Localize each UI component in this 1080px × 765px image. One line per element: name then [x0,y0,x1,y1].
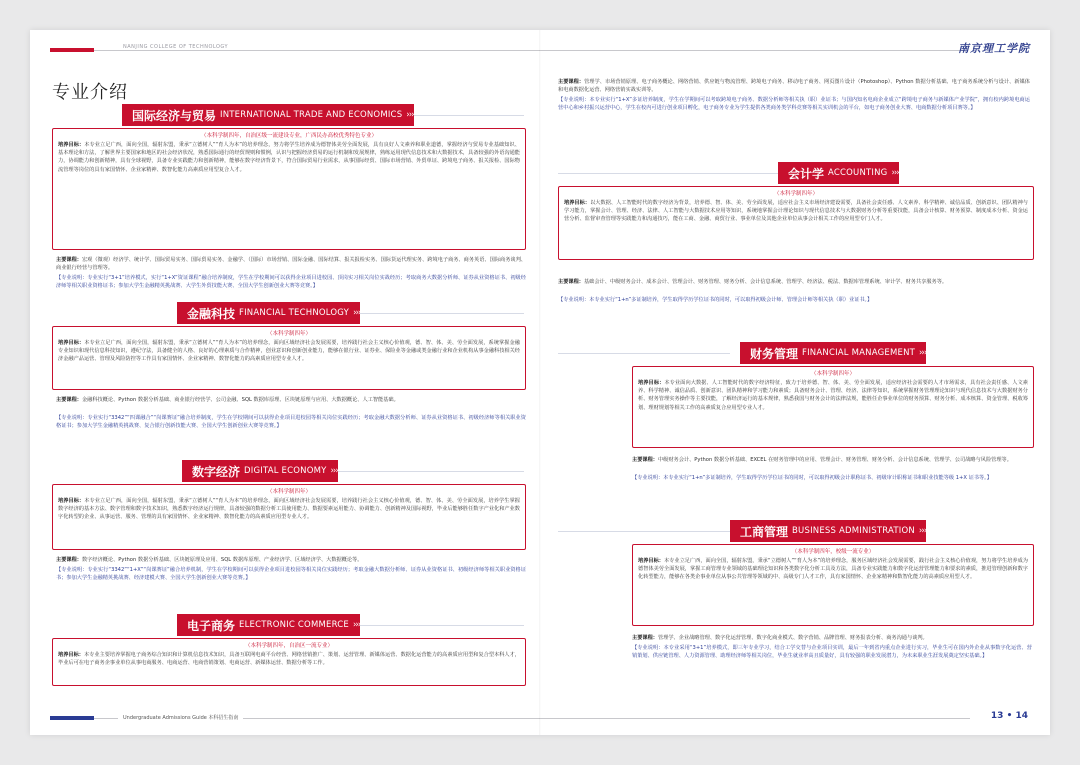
major-box-accounting [558,186,1034,260]
college-logo: 南京理工学院 [958,42,1030,55]
major-box-fintech [52,326,526,390]
major-box-financial-management [632,366,1034,448]
major-courses: 主要课程：管理学、市场营销原理、电子商务概论、网络营销、供应链与物流管理、跨境电子商务、移动电子商务、网页图片设计（Photoshop）、Python 数据分析基础、电子商务系统分析与设计、新媒体和电商数据化运营、网络营销实战实训等。 [558,79,1030,94]
page-number: 13 • 14 [990,711,1028,721]
major-note: 【专业说明：本专业采用“3+1”培养模式，即三年专业学习，结合工学交替与企业项目实训，最后一年到省内重点企业进行实习，毕业生可在国内外企业从事数字化运营、营销策划、供应链管理、人力资源管理、助理经济师等相关岗位，毕业生就业率高且质量好，具有较强的职业发展潜力，为未来职业生涯发展奠定坚实基础。】 [632,645,1032,660]
right-page [540,30,1050,735]
major-note: 【专业说明：专业实行“3342”“四课融合”“岗课赛证”融合培养制度，学生在学校期间可以获得企业项目进校园等相关岗位实践经历；考取金融大数据分析师、证券从业资格证书、初级经济师等相关职业资格证书；参加大学生金融精英挑战赛、复合银行创新技能大赛、全国大学生创新创业大赛等竞赛。】 [56,415,526,430]
major-banner-ecommerce: 电子商务 ELECTRONIC COMMERCE ››› [177,614,360,636]
college-name-en: NANJING COLLEGE OF TECHNOLOGY [118,44,233,50]
major-courses: 主要课程：基础会计、中级财务会计、成本会计、管理会计、财务管理、财务分析、会计信息系统、管理学、经济法、税法、数据库管理系统、审计学、财务共享服务等。 [558,279,948,285]
major-subtitle: （本科学制四年，校级一流专业） [791,549,875,555]
major-banner-business-administration: 工商管理 BUSINESS ADMINISTRATION ››› [730,520,926,542]
major-banner-digital-economy: 数字经济 DIGITAL ECONOMY ››› [182,460,338,482]
page-title: 专业介绍 [52,82,128,103]
major-subtitle: （本科学制四年，自治区级一流建设专业，广西民办高校优秀特色专业） [200,133,377,139]
major-box-business-administration [632,544,1034,626]
chevrons-icon: ››› [353,308,361,318]
header-rule [540,50,965,51]
chevrons-icon: ››› [352,620,361,630]
major-box-ecommerce [52,638,526,686]
chevrons-icon: ››› [330,466,338,476]
footer-guide-text: Undergraduate Admissions Guide 本科招生指南 [118,714,243,721]
chevrons-icon: ››› [919,348,927,358]
header-rule [56,50,540,51]
major-subtitle: （本科学制四年） [266,331,311,337]
major-banner-accounting: 会计学 ACCOUNTING ››› [778,162,899,184]
major-note: 【专业说明：本专业实行“1+n”多证制培养，学生取得学历学位证书的同时，可以取得初级会计师、管理会计师等相关执（职）业证书。】 [558,297,873,303]
major-goal: 培养目标：本专业面向大数据、人工智能时代的数字经济特征，致力于培养德、智、体、美、劳全面发展，适应经济社会需要的人才市场需求，具有社会责任感、人文素养、科学精神、诚信品质、创新意识、团队精神和学习能力和素质；具备财务会计、管理、经济、法律等知识，系统掌握财务管理理论知识与现代信息技术与大数据财务分析、财务管理实务操作等主要技能，了解经济运行的基本规律，熟悉我国与财务会计的法律法规，能胜任企事业单位的财务预算、财务分析、成本核算、资金管理、税收筹划、理财规划等相关工作的高素质复合应用型专业人才。 [638,380,1028,411]
banner-rule [558,531,740,532]
major-note: 【专业说明：专业实行“3+1”培养模式，实行“1+X”资证课程”融合培养制度，学生在学校期间可以获得企业项目进校园、顶岗实习相关岗位实战经历；考取商务大数据分析师、证券从业资格证书、初级经济师等相关职业资格证书；参加大学生金融精英挑战赛、大学生外贸技能大赛、全国大学生创新创业大赛等竞赛。】 [56,275,526,290]
major-goal: 培养目标：本专业主要培养掌握电子商务综合知识和计算机信息技术知识，具备互联网电商平台经营、网络营销推广、策划、运营管理、新媒体运营、数据化运营能力的高素质应用型和复合型本科人才，毕业后可在电子商务企事业单位从事电商服务、电商运营、电商营销策划、电商运营、新媒体运营、数据分析等工作。 [58,652,520,667]
major-subtitle: （本科学制四年） [810,371,855,377]
major-courses: 主要课程：管理学、企业战略管理、数字化运营管理、数字化商业模式、数字营销、品牌管理、财务报表分析、商务沟通与谈判。 [632,635,928,641]
major-name-cn: 国际经济与贸易 [132,108,217,123]
major-note: 【专业说明：本专业实行“1+n”多证制培养，学生取得学历学位证书的同时，可以取得初级会计职称证书、初级审计职称证书和职业技能等级 1+X 证书等。】 [632,475,992,481]
brochure-spread [30,30,1050,735]
major-subtitle: （本科学制四年） [773,191,818,197]
major-note: 【专业说明：本专业实行“1+X”多证培养制度，学生在学期间可以考取跨境电子商务、数据分析师等相关执（职）业证书；与国内知名电商企业成立“跨境电子商务与新媒体产业学院”，拥有校内跨境电商运营中心和乡村振兴运营中心，学生在校内可进行创业项目孵化，电子商务专业为学生提供各类商务类学科竞赛等相关实训机会的平台，如电子商务创业大赛、电商数据分析项目赛等。】 [558,97,1030,112]
major-goal: 培养目标：以大数据、人工智能时代的数字经济为背景，培养德、智、体、美、劳全面发展，适应社会主义市场经济建设需要，具备社会责任感、人文素养、科学精神、诚信品质、创新意识、团队精神与学习能力，掌握会计、管理、经济、法律、人工智能与大数据技术应用等知识，系统地掌握会计理论知识与现代信息技术与大数据财务分析等重要技能，具备会计核算、财务预算、制度成本分析、资金运营分析、监督审查管理等实践能力和沟通技巧，能在工商、金融、商贸行业、事业单位及其他企业单位从事会计相关工作的应用型专门人才。 [564,200,1028,223]
major-courses: 主要课程：金融科技概论、Python 数据分析基础、商业银行经营学、公司金融、SQL 数据库原理、区块链原理与应用、大数据概论、人工智能基础。 [56,397,399,403]
major-goal: 培养目标：本专业立足广西，面向全国，辐射东盟，秉承“立德树人”“育人为本”的培养理念，努力将学生培养成为德智体美劳全面发展，具有良好人文素养和职业道德，掌握经济与贸易专业基础知识、基本理论和方法，了解世界主要国家和地区的社会经济状况，熟悉国际通行的经贸规则和惯例，认识与把握经济贸易的运行机制和发展规律，熟练运用现代信息技术和大数据技术，具备较强的外语沟通能力，协调能力和创新精神，具有全球视野，具备专业实践能力和创新精神，能够在数字经济背景下，符合国际贸易行业需求，从事国际经贸、国际市场营销、外贸单证、跨境电子商务、报关报检、国际物流管理等岗位的具有家国情怀、企业家精神、数智化能力高素质应用型复合人才。 [58,142,520,173]
chevrons-icon: ››› [406,110,414,120]
major-name-en: INTERNATIONAL TRADE AND ECONOMICS [220,110,403,120]
major-banner-fintech: 金融科技 FINANCIAL TECHNOLOGY ››› [177,302,360,324]
major-box-digital-economy [52,484,526,550]
footer-accent [50,716,94,720]
major-banner-intl-trade [122,104,414,126]
major-goal: 培养目标：本专业立足广西，面向全国，辐射东盟，秉承“立德树人”“育人为本”的培养理念，面向区域经济社会发展需要，培养践行社会主义核心价值观，德、智、体、美、劳全面发展，系统掌握金融专业知识和现代信息科技知识，遵纪守法，具备健全的人格、良好的心理素质与合作精神，创业意识和创新创业能力，能够在银行业、证券业、保险业等金融或类金融行业和企业机构从事金融科技相关经济金融产品运营、管理及风险防控等工作具有家国情怀、企业家精神、数智化能力的高素质应用型专业人才。 [58,340,520,363]
banner-rule [558,353,730,354]
chevrons-icon: ››› [918,526,927,536]
major-goal: 培养目标：本专业立足广西，面向全国，辐射东盟，秉承“立德树人”“育人为本”的培养理念，面向区域经济社会发展需要，培养践行社会主义核心价值观，德、智、体、美、劳全面发展，培养学生掌握数字经济的基本方法、数字管理和数字技术知识，熟悉数字经济运行规律，具备较强的数据分析工具使用能力、数据要素运用能力、协调能力、创新精神及国际视野，毕业后能够胜任数字产业化和产业数字化转型的企业、从事运营、服务、管理的具有家国情怀、企业家精神、数智化能力的高素质应用型专业人才。 [58,498,520,521]
chevrons-icon: ››› [891,168,899,178]
major-banner-financial-management: 财务管理 FINANCIAL MANAGEMENT ››› [740,342,926,364]
major-courses: 主要课程：宏观（微观）经济学、统计学、国际贸易实务、国际贸易实务、金融学、（国际）市场营销、国际金融、国际结算、报关报检实务、国际货运代理实务、跨境电子商务、商务英语、国际商务谈判、商业银行经营与管理等。 [56,257,526,272]
footer-rule [540,718,970,719]
major-courses: 主要课程：中级财务会计、Python 数据分析基础、EXCEL 在财务管理中的应用、管理会计、财务管理、财务分析、会计信息系统、管理学、公司战略与风险管理等。 [632,457,1012,463]
major-courses: 主要课程：数字经济概论、Python 数据分析基础、区块链原理及应用、SQL 数据库原理、产业经济学、区域经济学、大数据概论等。 [56,557,363,563]
major-box-intl-trade [52,128,526,250]
header-accent [50,48,94,52]
left-page [30,30,540,735]
major-subtitle: （本科学制四年，自治区一流专业） [244,643,333,649]
major-subtitle: （本科学制四年） [266,489,311,495]
major-goal: 培养目标：本专业立足广西，面向全国，辐射东盟，秉承“立德树人”“育人为本”的培养理念，服务区域经济社会发展需要，践行社会主义核心价值观，努力将学生培养成为德智体美劳全面发展，掌握工商管理专业领域的基础理论知识和各类数字化分析工具及方法，具备专业实践能力和数字化运营管理能力和要求的素质，推进管理创新和数字化转型能力，能够在各类企事业单位从事公共管理等领域的中、高级专门人才工作，具有家国情怀、企业家精神和数智化能力的高素质应用型人才。 [638,558,1028,581]
major-note: 【专业说明：专业实行“3342”“1+X”“岗课赛证”融合培养机制，学生在学校期间可以获得企业项目进校园等相关岗位实践经历；考取金融大数据分析师、证券从业资格证书、初级经济师等相关职业资格证书；参加大学生金融精英挑战赛、经济建模大赛、全国大学生创新创业大赛等竞赛。】 [56,567,526,582]
